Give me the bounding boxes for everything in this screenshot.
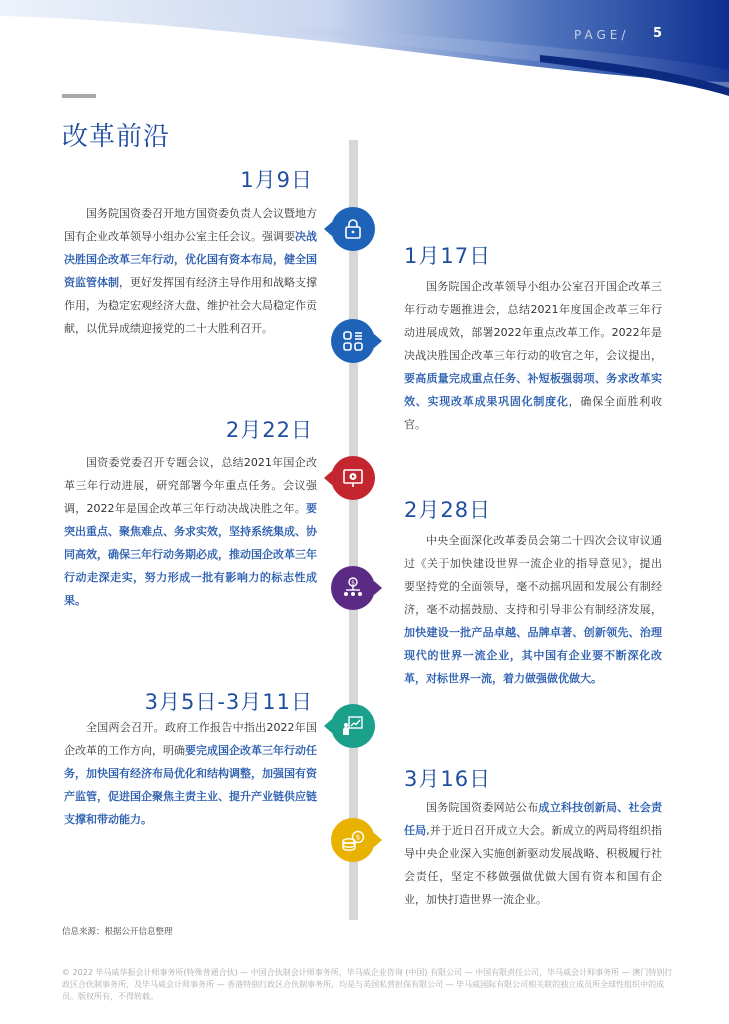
event-date: 2月22日 [225,418,313,442]
highlight-text: 成立科技创新局、社会责任局 [404,801,662,837]
body-text: ，确保全面胜利收官。 [404,395,663,431]
network-money-icon [341,576,365,600]
event-date: 2月28日 [404,498,492,522]
timeline-node-2 [331,319,375,363]
timeline-node-4 [331,566,375,610]
highlight-text: 要突出重点、聚焦难点、务求实效，坚持系统集成、协同高效，确保三年行动务期必成，推动国企改革三年行动走深走实，努力形成一批有影响力的标志性成果。 [64,502,317,607]
section-title: 改革前沿 [62,122,171,152]
svg-text:$: $ [355,833,361,842]
header-swoosh [0,0,729,100]
body-text: ,并于近日召开成立大会。新成立的两局将组织指导中央企业深入实施创新驱动发展战略、积极履行社会责任，坚定不移做强做优做大国有资本和国有企业，加快打造世界一流企业。 [404,824,663,906]
timeline-node-5 [331,704,375,748]
growth-chart-icon [341,714,365,738]
title-accent-bar [62,94,96,98]
event-description [64,202,317,340]
event-date: 3月16日 [404,767,492,791]
highlight-text: 要完成国企改革三年行动任务，加快国有经济布局优化和结构调整，加强国有资产监管，促进国企聚焦主责主业、提升产业链供应链支撑和带动能力。 [64,744,317,826]
highlight-text: 决战决胜国企改革三年行动，优化国有资本布局，健全国资监管体制 [64,230,317,289]
body-text: 国资委党委召开专题会议，总结2021年国企改革三年行动进展，研究部署今年重点任务。会议强调，2022年是国企改革三年行动决战决胜之年。 [64,456,317,515]
timeline-node-6 [331,818,375,862]
event-date: 1月9日 [240,168,313,192]
presentation-icon [341,466,365,490]
page-label: PAGE/ [574,28,630,42]
lock-icon [341,217,365,241]
event-description [404,529,662,690]
highlight-text: 要高质量完成重点任务、补短板强弱项、务求改革实效、实现改革成果巩固化制度化 [404,372,662,408]
event-date: 1月17日 [404,244,492,268]
event-date: 3月5日-3月11日 [144,690,313,714]
body-text: 国务院国资委召开地方国资委负责人会议暨地方国有企业改革领导小组办公室主任会议。强调要 [64,207,317,243]
timeline-node-3 [331,456,375,500]
body-text: 中央全面深化改革委员会第二十四次会议审议通过《关于加快建设世界一流企业的指导意见》，提出要坚持党的全面领导，毫不动摇巩固和发展公有制经济，毫不动摇鼓励、支持和引导非公有制经济发展， [404,534,662,616]
page-number: 5 [653,26,663,41]
grid-list-icon [341,329,365,353]
highlight-text: 加快建设一批产品卓越、品牌卓著、创新领先、治理现代的世界一流企业，其中国有企业要不断深化改革，对标世界一流，着力做强做优做大。 [404,626,662,685]
timeline-node-1 [331,207,375,251]
copyright-footer: © 2022 毕马威华振会计师事务所(特殊普通合伙) — 中国合伙制会计师事务所，毕马威企业咨询 (中国) 有限公司 — 中国有限责任公司，毕马威会计师事务所 — 澳门特别行政区合伙制事务所，及毕马威会计师事务所 — 香港特别行政区合伙制事务所，均是与英国私营担保有限公司 — 毕马威国际有限公司相关联的独立成员所全球性组织中的成员。版权所有，不得转载。 [62,968,673,1001]
source-note: 信息来源：根据公开信息整理 [62,927,173,937]
body-text: 全国两会召开。政府工作报告中指出2022年国企改革的工作方向，明确 [64,721,317,757]
timeline-line [349,140,361,920]
event-description [404,796,662,911]
body-text: 国务院国资委网站公布 [426,801,539,814]
svg-text:$: $ [351,579,355,587]
event-description [64,451,317,612]
body-text: ，更好发挥国有经济主导作用和战略支撑作用，为稳定宏观经济大盘、维护社会大局稳定作贡献，以优异成绩迎接党的二十大胜利召开。 [64,276,317,335]
body-text: 国务院国企改革领导小组办公室召开国企改革三年行动专题推进会，总结2021年度国企改革三年行动进展成效，部署2022年重点改革工作。2022年是决战决胜国企改革三年行动的收官之年，会议提出， [404,280,662,362]
coins-icon [340,828,366,852]
event-description [404,275,662,436]
event-description [64,716,317,831]
